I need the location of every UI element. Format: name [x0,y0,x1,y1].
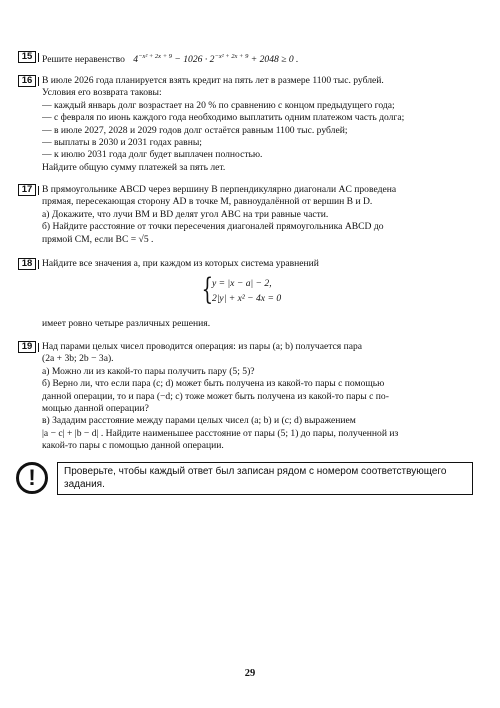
task-17-line: а) Докажите, что лучи BM и BD делят угол ABC на три равные части. [42,208,329,220]
task-16-line: — каждый январь долг возрастает на 20 % по сравнению с концом предыдущего года; [42,99,395,111]
task-15-formula: $4^{-x^2 + 2x + 9} - 1026 \cdot 2^{-x^2 + 2x + 9} + 2048 \ge 0$ . [133,53,299,66]
task-18-number: 18 [18,258,36,270]
equation-system [200,272,310,308]
equation-1: y = |x − a| − 2, [212,278,272,289]
task-17-number: 17 [18,184,36,196]
task-17-line: б) Найдите расстояние от точки пересечения диагоналей прямоугольника ABCD до [42,221,384,233]
answer-notice: Проверьте, чтобы каждый ответ был записан рядом с номером соответствующего задания. [57,462,473,495]
task-19-line: (2a + 3b; 2b − 3a). [42,353,114,365]
task-18-intro: Найдите все значения a, при каждом из которых система уравнений [42,258,319,269]
task-16-number: 16 [18,75,36,87]
task-16-line: Условия его возврата таковы: [42,87,162,99]
task-16-line: — в июле 2027, 2028 и 2029 годов долг остаётся равным 1100 тыс. рублей; [42,124,348,136]
task-17-line: прямой CM, если BC = √5 . [42,233,154,245]
task-15-number: 15 [18,51,36,63]
task-16-line: Найдите общую сумму платежей за пять лет. [42,161,226,173]
task-15-prefix: Решите неравенство [42,54,125,66]
page-number: 29 [244,668,256,679]
brace-icon: { [201,272,214,307]
task-17-line: В прямоугольнике ABCD через вершину B перпендикулярно диагонали AC проведена [42,184,397,195]
task-19-line: б) Верно ли, что если пара (c; d) может быть получена из какой-то пары с помощью [42,378,385,390]
task-19-line: данной операции, то и пара (−d; c) тоже может быть получена из какой-то пары с по- [42,390,389,402]
task-16-line: В июле 2026 года планируется взять кредит на пять лет в размере 1100 тыс. рублей. [42,75,384,86]
task-16-line: — к июлю 2031 года долг будет выплачен полностью. [42,149,263,161]
task-17-line: прямая, пересекающая сторону AD в точке M, равноудалённой от вершин B и D. [42,196,373,208]
task-16-line: — выплаты в 2030 и 2031 годах равны; [42,137,202,149]
task-19 [42,341,478,453]
exclamation-icon: ! [16,462,48,494]
task-18-outro: имеет ровно четыре различных решения. [42,318,211,329]
task-19-number: 19 [18,341,36,353]
task-15 [42,51,478,67]
task-19-line: в) Зададим расстояние между парами целых чисел (a; b) и (c; d) выражением [42,415,356,427]
task-16 [42,75,478,174]
task-19-line: |a − c| + |b − d| . Найдите наименьшее расстояние от пары (5; 1) до пары, полученной из [42,427,399,439]
task-19-line: мощью данной операции? [42,403,149,415]
task-17 [42,184,478,246]
task-19-line: а) Можно ли из какой-то пары получить пару (5; 5)? [42,365,255,377]
task-19-line: Над парами целых чисел проводится операция: из пары (a; b) получается пара [42,341,363,352]
equation-2: 2|y| + x² − 4x = 0 [212,293,282,304]
task-16-line: — с февраля по июнь каждого года необходимо выплатить одним платежом часть долга; [42,112,405,124]
task-19-line: какой-то пары с помощью данной операции. [42,440,224,452]
